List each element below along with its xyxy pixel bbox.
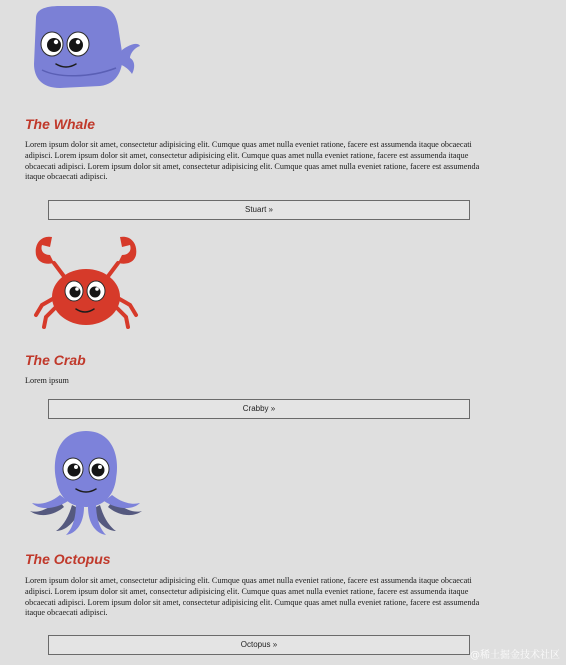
octopus-icon bbox=[28, 429, 144, 539]
card-title: The Crab bbox=[25, 352, 86, 368]
whale-icon bbox=[30, 4, 142, 90]
card-octopus bbox=[0, 425, 566, 665]
crab-icon bbox=[32, 233, 140, 333]
octopus-button[interactable]: Octopus » bbox=[48, 635, 470, 655]
card-text: Lorem ipsum bbox=[25, 376, 69, 385]
card-text: Lorem ipsum dolor sit amet, consectetur adipisicing elit. Cumque quas amet nulla eveniet ratione, facere est assumenda itaque obcaecati adipisci. Lorem ipsum dolor sit amet, consectetur adipisicing elit. Cumque quas amet nulla eveniet ratione, facere est assumenda itaque obcaecati adipisci. Lorem ipsum dolor sit amet, consectetur adipisicing elit. Cumque quas amet nulla eveniet ratione, facere est assumenda itaque obcaecati adipisci. bbox=[25, 140, 480, 182]
card-crab bbox=[0, 225, 566, 425]
crabby-button[interactable]: Crabby » bbox=[48, 399, 470, 419]
card-title: The Whale bbox=[25, 116, 96, 132]
card-title: The Octopus bbox=[25, 551, 111, 567]
stuart-button[interactable]: Stuart » bbox=[48, 200, 470, 220]
card-text: Lorem ipsum dolor sit amet, consectetur adipisicing elit. Cumque quas amet nulla eveniet ratione, facere est assumenda itaque obcaecati adipisci. Lorem ipsum dolor sit amet, consectetur adipisicing elit. Cumque quas amet nulla eveniet ratione, facere est assumenda itaque obcaecati adipisci. Lorem ipsum dolor sit amet, consectetur adipisicing elit. Cumque quas amet nulla eveniet ratione, facere est assumenda itaque obcaecati adipisci. bbox=[25, 576, 480, 618]
card-whale bbox=[0, 0, 566, 225]
watermark: @稀土掘金技术社区 bbox=[470, 650, 560, 661]
